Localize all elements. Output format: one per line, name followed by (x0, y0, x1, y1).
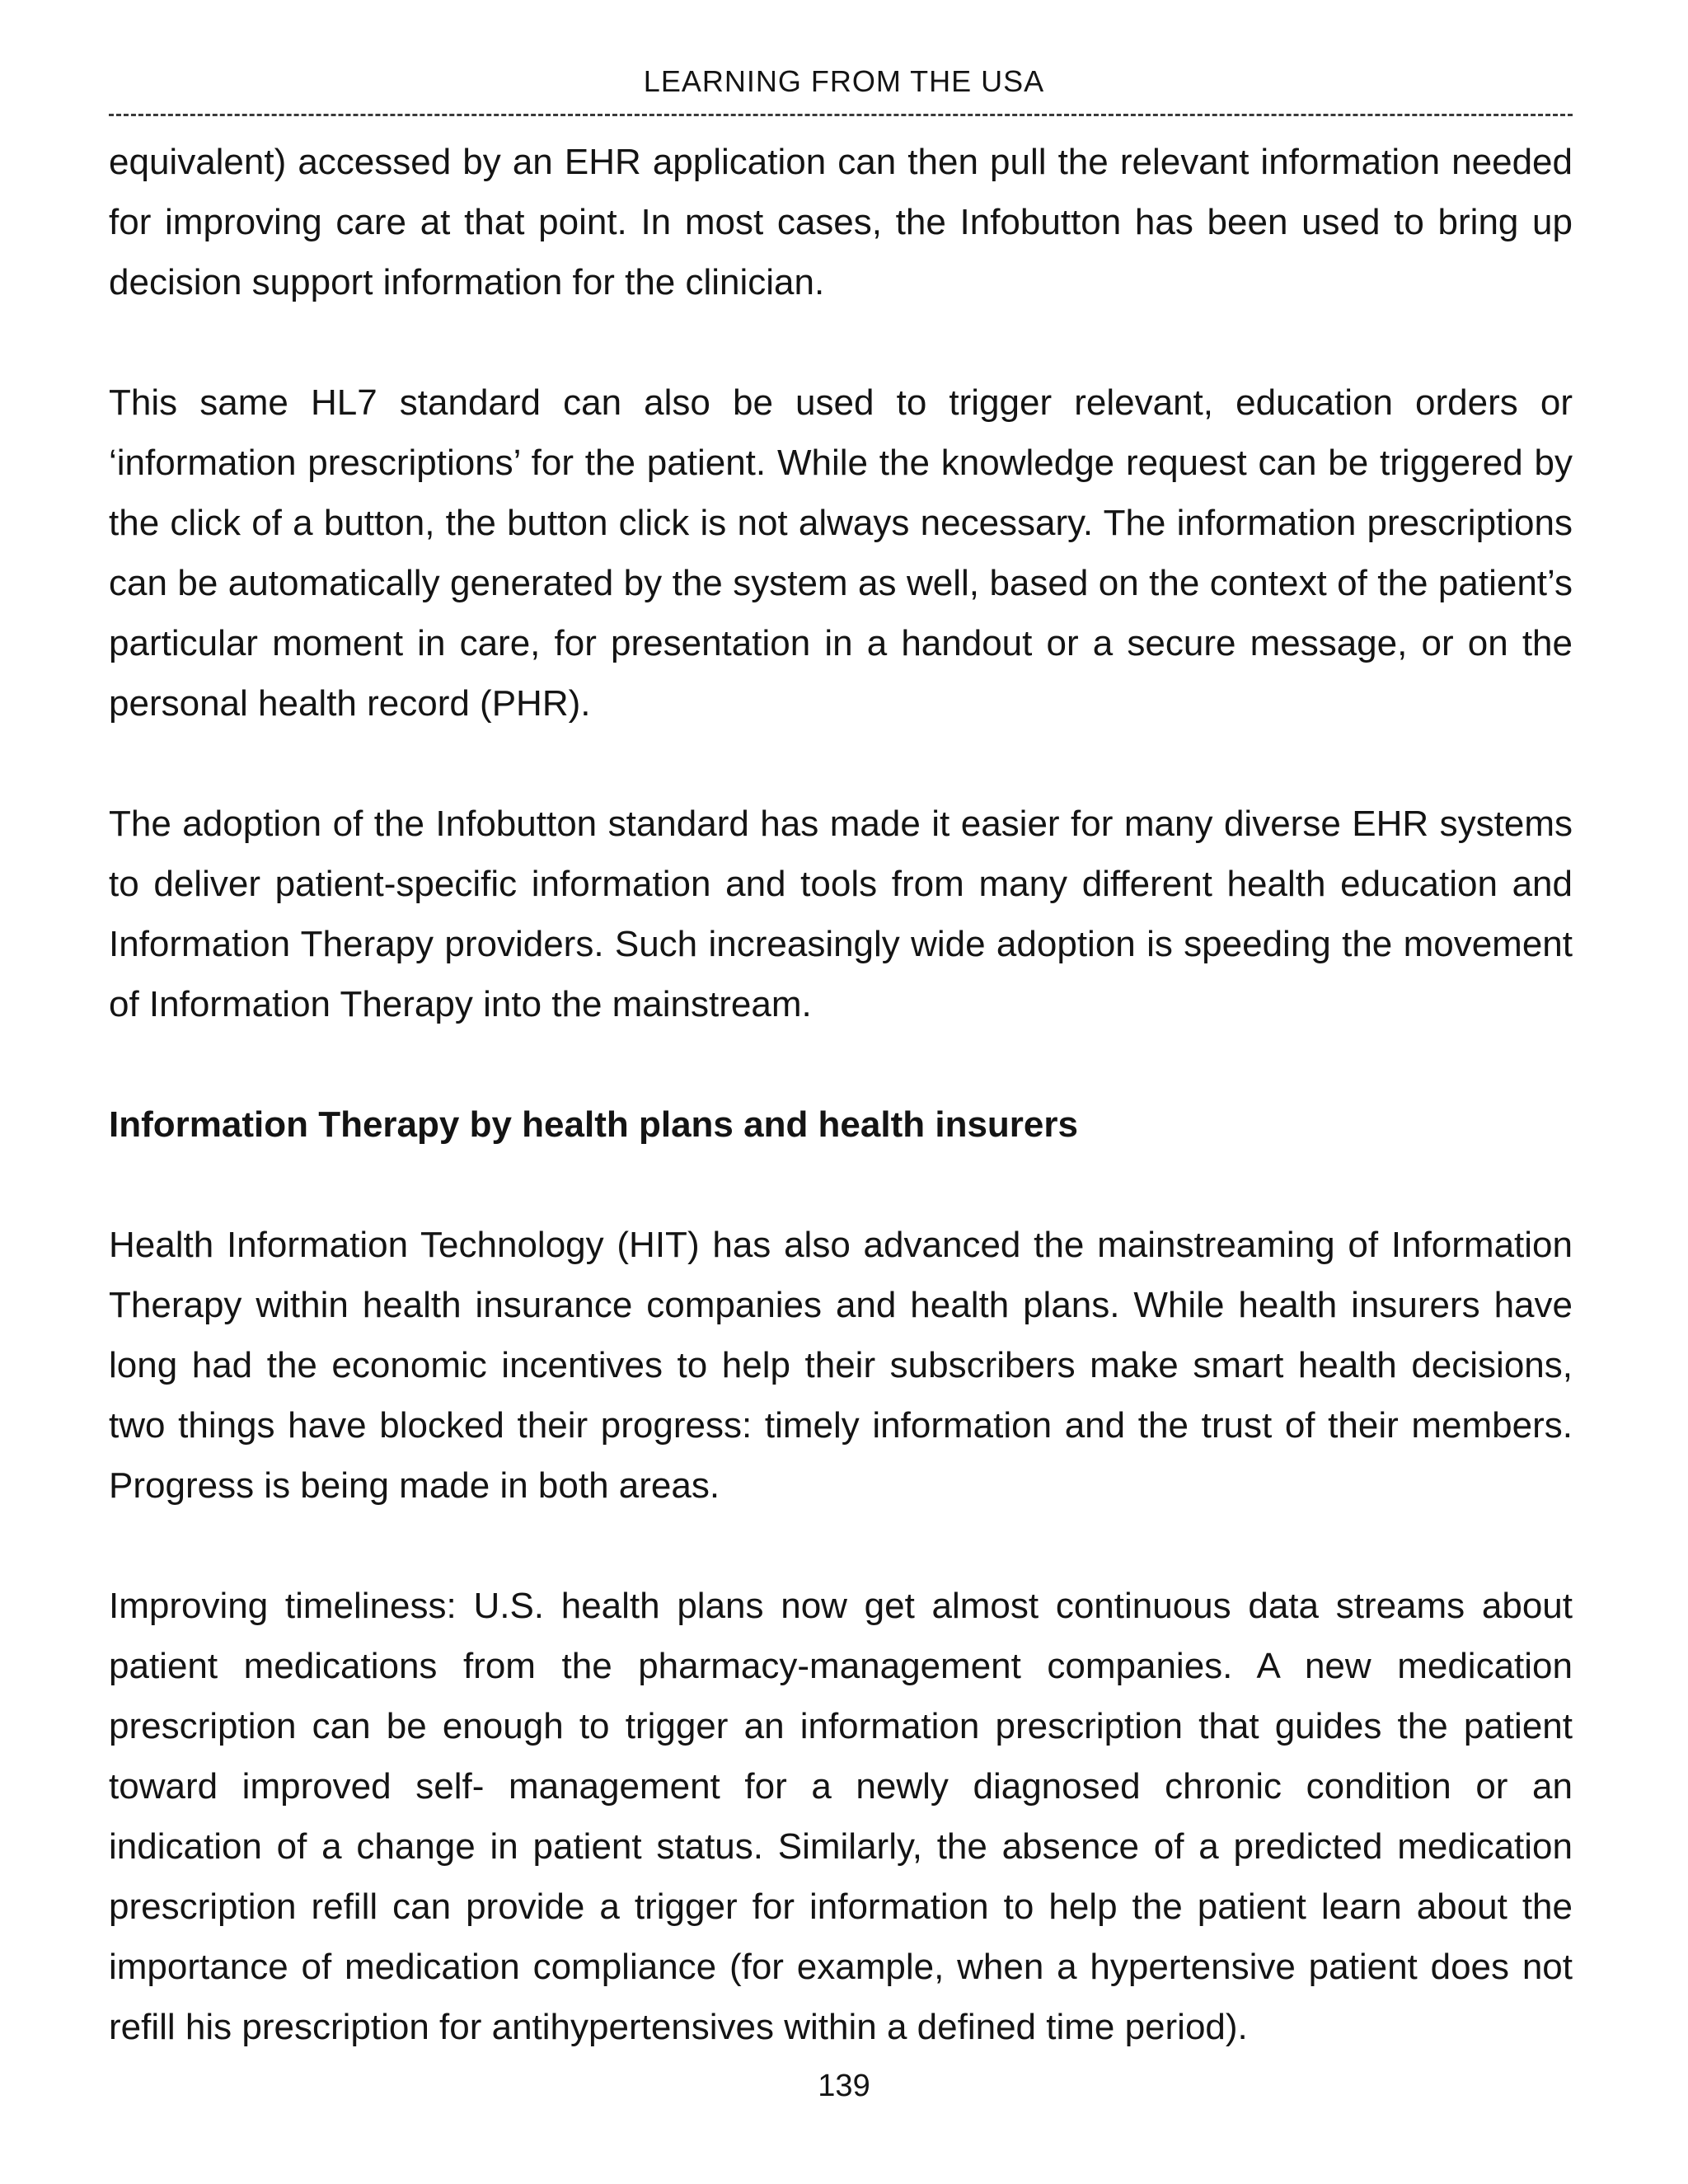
running-header: LEARNING FROM THE USA (643, 64, 1045, 98)
paragraph-hl7-information-prescriptions: This same HL7 standard can also be used to trigger relevant, education orders or ‘information prescriptions’ for the patient. While the knowledge request can be triggered by the click of a button, the button click is not always necessary. The information prescriptions can be automatically generated by the system as well, based on the context of the patient’s particular moment in care, for presentation in a handout or a secure message, or on the personal health record (PHR). (109, 382, 1573, 724)
page-body (109, 132, 1573, 2117)
paragraph-infobutton-continued: equivalent) accessed by an EHR application can then pull the relevant information needed for improving care at that point. In most cases, the Infobutton has been used to bring up decision support information for the clinician. (109, 142, 1573, 302)
paragraph-hit-health-insurers: Health Information Technology (HIT) has also advanced the mainstreaming of Information Therapy within health insurance companies and health plans. While health insurers have long had the economic incentives to help their subscribers make smart health decisions, two things have blocked their progress: timely information and the trust of their members. Progress is being made in both areas. (109, 1225, 1573, 1506)
page-number: 139 (818, 2069, 870, 2103)
header-divider (109, 114, 1573, 116)
paragraph-infobutton-adoption: The adoption of the Infobutton standard has made it easier for many diverse EHR systems to deliver patient-specific information and tools from many different health education and Information Therapy providers. Such increasingly wide adoption is speeding the movement of Information Therapy into the mainstream. (109, 804, 1573, 1024)
section-heading: Information Therapy by health plans and health insurers (109, 1104, 1078, 1145)
paragraph-improving-timeliness: Improving timeliness: U.S. health plans now get almost continuous data streams about patient medications from the pharmacy-management companies. A new medication prescription can be enough to trigger an information prescription that guides the patient toward improved self- management for a newly diagnosed chronic condition or an indication of a change in patient status. Similarly, the absence of a predicted medication prescription refill can provide a trigger for information to help the patient learn about the importance of medication compliance (for example, when a hypertensive patient does not refill his prescription for antihypertensives within a defined time period). (109, 1586, 1573, 2047)
